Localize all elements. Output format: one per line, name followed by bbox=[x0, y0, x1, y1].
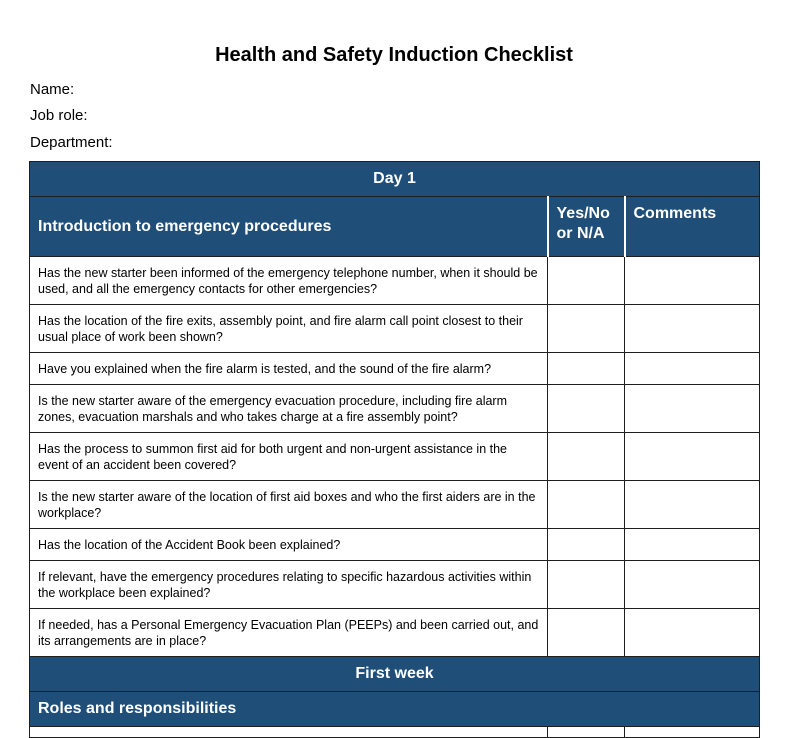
comments-cell[interactable] bbox=[625, 561, 760, 609]
comments-cell[interactable] bbox=[625, 727, 760, 738]
yes-no-cell[interactable] bbox=[548, 353, 625, 385]
checklist-row bbox=[30, 727, 760, 738]
question-text: Has the new starter been informed of the emergency telephone number, when it should be used, and all the emergency contacts for other emergencies? bbox=[30, 257, 548, 305]
section-title-roles-responsibilities: Roles and responsibilities bbox=[30, 692, 760, 727]
checklist-row bbox=[30, 481, 760, 529]
yes-no-cell[interactable] bbox=[548, 433, 625, 481]
question-text: Is the new starter aware of the emergency evacuation procedure, including fire alarm zones, evacuation marshals and who takes charge at a fire assembly point? bbox=[30, 385, 548, 433]
comments-cell[interactable] bbox=[625, 609, 760, 657]
document-title: Health and Safety Induction Checklist bbox=[215, 44, 573, 66]
yes-no-cell[interactable] bbox=[548, 609, 625, 657]
first-week-section-row bbox=[30, 657, 760, 692]
yes-no-cell[interactable] bbox=[548, 481, 625, 529]
yes-no-cell[interactable] bbox=[548, 529, 625, 561]
section-header-row bbox=[30, 197, 760, 257]
question-text: Is the new starter aware of the location of first aid boxes and who the first aiders are in the workplace? bbox=[30, 481, 548, 529]
checklist-row bbox=[30, 257, 760, 305]
comments-cell[interactable] bbox=[625, 481, 760, 529]
comments-cell[interactable] bbox=[625, 353, 760, 385]
question-text: Has the process to summon first aid for both urgent and non-urgent assistance in the event of an accident been covered? bbox=[30, 433, 548, 481]
comments-cell[interactable] bbox=[625, 529, 760, 561]
yes-no-cell[interactable] bbox=[548, 257, 625, 305]
column-header-yes-no: Yes/No or N/A bbox=[548, 197, 625, 257]
question-text: If relevant, have the emergency procedures relating to specific hazardous activities within the workplace been explained? bbox=[30, 561, 548, 609]
induction-checklist-table bbox=[29, 161, 760, 738]
checklist-row bbox=[30, 529, 760, 561]
yes-no-cell[interactable] bbox=[548, 305, 625, 353]
first-week-heading: First week bbox=[30, 657, 760, 692]
checklist-row bbox=[30, 561, 760, 609]
checklist-row bbox=[30, 609, 760, 657]
day1-heading: Day 1 bbox=[30, 162, 760, 197]
question-text: Have you explained when the fire alarm is tested, and the sound of the fire alarm? bbox=[30, 353, 548, 385]
name-field-label: Name: bbox=[30, 81, 75, 98]
job-role-field-label: Job role: bbox=[30, 107, 88, 124]
section-title-emergency-procedures: Introduction to emergency procedures bbox=[30, 197, 548, 257]
question-text bbox=[30, 727, 548, 738]
yes-no-cell[interactable] bbox=[548, 561, 625, 609]
comments-cell[interactable] bbox=[625, 433, 760, 481]
checklist-row bbox=[30, 353, 760, 385]
yes-no-cell[interactable] bbox=[548, 385, 625, 433]
checklist-row bbox=[30, 385, 760, 433]
day1-section-row bbox=[30, 162, 760, 197]
department-field-label: Department: bbox=[30, 134, 113, 151]
comments-cell[interactable] bbox=[625, 385, 760, 433]
comments-cell[interactable] bbox=[625, 305, 760, 353]
question-text: Has the location of the fire exits, assembly point, and fire alarm call point closest to their usual place of work been shown? bbox=[30, 305, 548, 353]
column-header-comments: Comments bbox=[625, 197, 760, 257]
checklist-row bbox=[30, 433, 760, 481]
yes-no-cell[interactable] bbox=[548, 727, 625, 738]
comments-cell[interactable] bbox=[625, 257, 760, 305]
question-text: If needed, has a Personal Emergency Evacuation Plan (PEEPs) and been carried out, and its arrangements are in place? bbox=[30, 609, 548, 657]
question-text: Has the location of the Accident Book been explained? bbox=[30, 529, 548, 561]
checklist-row bbox=[30, 305, 760, 353]
roles-section-header-row bbox=[30, 692, 760, 727]
